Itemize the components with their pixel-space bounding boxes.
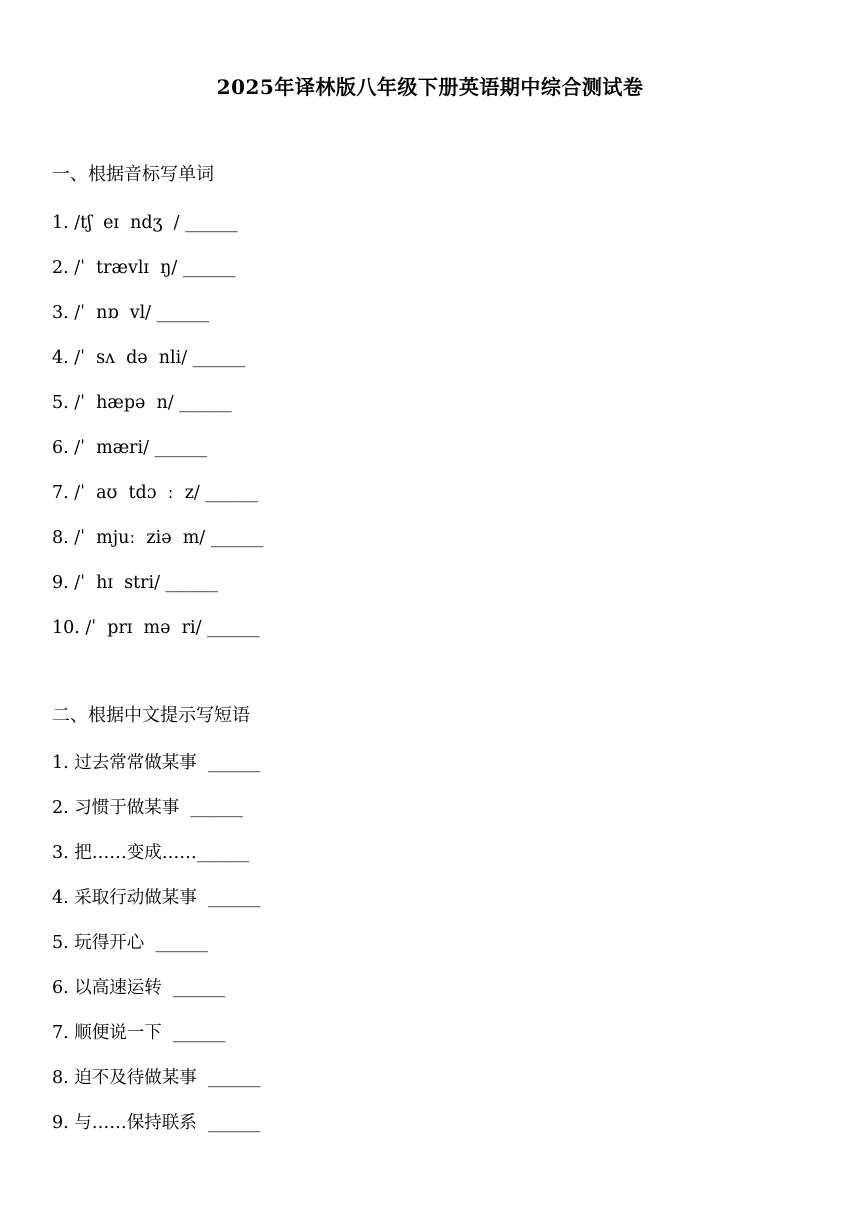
section-heading-phonetics: 一、根据音标写单词 [52, 164, 214, 185]
item-number: 8. [52, 1068, 69, 1088]
item-number: 3. [52, 303, 69, 323]
item-text: /ˈ hæpə n/ ______ [68, 393, 232, 413]
item-text: 玩得开心 ______ [68, 933, 208, 953]
item-number: 10. [52, 618, 80, 638]
item-text: 过去常常做某事 ______ [68, 753, 261, 773]
list-item [52, 975, 225, 1001]
list-item [52, 795, 243, 821]
item-number: 3. [52, 843, 69, 863]
list-item [52, 480, 258, 506]
list-item [52, 345, 245, 371]
page-title: 2025年译林版八年级下册英语期中综合测试卷 [216, 75, 644, 99]
item-text: 以高速运转 ______ [68, 978, 226, 998]
list-item [52, 750, 260, 776]
list-item [52, 840, 249, 866]
item-number: 4. [52, 888, 69, 908]
item-number: 9. [52, 573, 69, 593]
item-text: 顺便说一下 ______ [68, 1023, 226, 1043]
item-number: 2. [52, 258, 69, 278]
list-item [52, 570, 218, 596]
list-item [52, 390, 232, 416]
list-item [52, 210, 238, 236]
item-text: 迫不及待做某事 ______ [68, 1068, 261, 1088]
list-item [52, 435, 207, 461]
item-text: /ˈ mjuː ziə m/ ______ [68, 528, 264, 548]
item-text: 把……变成……______ [68, 843, 250, 863]
item-text: /ˈ nɒ vl/ ______ [68, 303, 210, 323]
list-item [52, 885, 260, 911]
section-heading-phrases: 二、根据中文提示写短语 [52, 705, 250, 726]
item-text: /ˈ sʌ də nli/ ______ [68, 348, 246, 368]
item-number: 2. [52, 798, 69, 818]
item-number: 4. [52, 348, 69, 368]
list-item [52, 615, 260, 641]
list-item [52, 1065, 260, 1091]
item-number: 1. [52, 753, 69, 773]
item-number: 6. [52, 438, 69, 458]
item-text: 采取行动做某事 ______ [68, 888, 261, 908]
item-number: 7. [52, 1023, 69, 1043]
list-item [52, 1110, 260, 1136]
item-number: 5. [52, 933, 69, 953]
item-text: /ˈ mæri/ ______ [68, 438, 208, 458]
item-number: 6. [52, 978, 69, 998]
item-text: /tʃ eɪ ndʒ / ______ [68, 213, 238, 233]
list-item [52, 930, 208, 956]
item-text: /ˈ prɪ mə ri/ ______ [79, 618, 260, 638]
item-text: /ˈ aʊ tdɔ ː z/ ______ [68, 483, 258, 503]
item-text: /ˈ trævlɪ ŋ/ ______ [68, 258, 236, 278]
item-number: 7. [52, 483, 69, 503]
list-item [52, 1020, 225, 1046]
list-item [52, 525, 263, 551]
list-item [52, 300, 209, 326]
list-item [52, 255, 235, 281]
item-text: /ˈ hɪ stri/ ______ [68, 573, 219, 593]
item-number: 1. [52, 213, 69, 233]
item-number: 5. [52, 393, 69, 413]
item-text: 习惯于做某事 ______ [68, 798, 243, 818]
item-text: 与……保持联系 ______ [68, 1113, 261, 1133]
item-number: 9. [52, 1113, 69, 1133]
item-number: 8. [52, 528, 69, 548]
